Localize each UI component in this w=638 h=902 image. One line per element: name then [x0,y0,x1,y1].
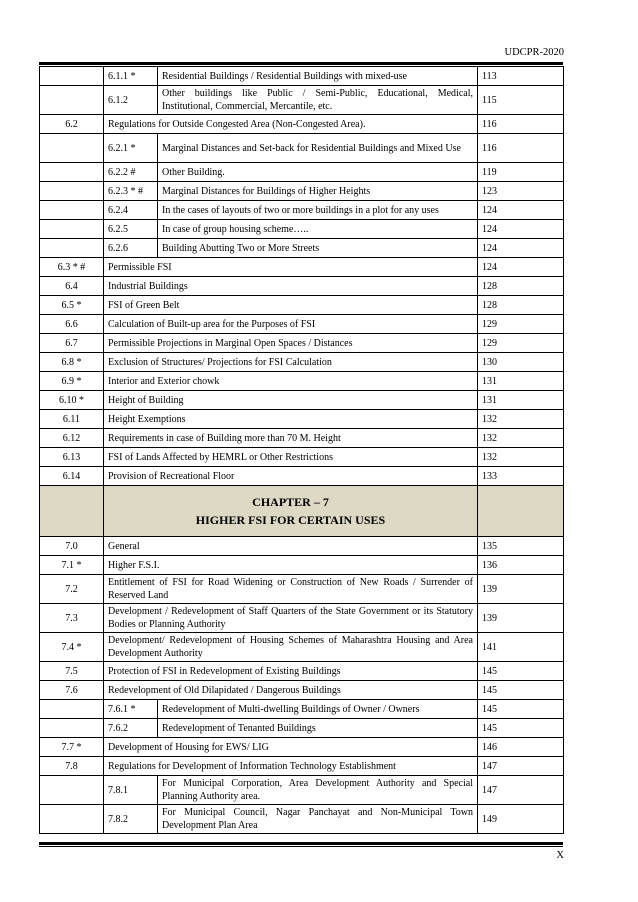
subsection-title: Marginal Distances and Set-back for Residential Buildings and Mixed Use [158,134,478,163]
toc-row [40,315,564,334]
page-ref: 147 [478,757,564,776]
subsection-number: 6.2.5 [104,220,158,239]
section-number: 6.4 [40,277,104,296]
page-number: X [556,850,564,861]
chapter-title-cell [104,486,478,537]
page-ref: 132 [478,448,564,467]
page-ref: 129 [478,315,564,334]
subsection-title: Other Building. [158,163,478,182]
section-title: Calculation of Built-up area for the Purposes of FSI [104,315,478,334]
section-title: General [104,537,478,556]
page-ref: 124 [478,258,564,277]
toc-empty-cell [40,134,104,163]
section-number: 7.5 [40,662,104,681]
table-of-contents [39,66,564,834]
subsection-number: 7.6.1 * [104,700,158,719]
toc-empty-cell [40,86,104,115]
page-ref: 145 [478,719,564,738]
toc-row [40,239,564,258]
subsection-title: For Municipal Corporation, Area Development Authority and Special Planning Authority area. [158,776,478,805]
subsection-title: In case of group housing scheme….. [158,220,478,239]
section-title: Provision of Recreational Floor [104,467,478,486]
page-ref: 141 [478,633,564,662]
section-title: Regulations for Development of Information Technology Establishment [104,757,478,776]
section-number: 7.1 * [40,556,104,575]
toc-empty-cell [40,776,104,805]
page-ref: 145 [478,662,564,681]
page-ref: 139 [478,604,564,633]
subsection-number: 6.2.4 [104,201,158,220]
toc-row [40,575,564,604]
subsection-number: 7.6.2 [104,719,158,738]
subsection-number: 7.8.2 [104,805,158,834]
section-title: Redevelopment of Old Dilapidated / Dangerous Buildings [104,681,478,700]
subsection-number: 6.2.6 [104,239,158,258]
page-ref: 129 [478,334,564,353]
section-title: Requirements in case of Building more than 70 M. Height [104,429,478,448]
toc-row [40,662,564,681]
page-ref: 145 [478,700,564,719]
document-code: UDCPR-2020 [504,47,564,58]
subsection-number: 7.8.1 [104,776,158,805]
page-ref: 147 [478,776,564,805]
section-number: 6.10 * [40,391,104,410]
toc-row [40,681,564,700]
section-number: 6.3 * # [40,258,104,277]
toc-row [40,537,564,556]
toc-empty-cell [40,220,104,239]
chapter-number: CHAPTER – 7 [252,495,329,509]
section-title: Height Exemptions [104,410,478,429]
toc-row [40,719,564,738]
page-ref: 116 [478,115,564,134]
section-title: Permissible Projections in Marginal Open Spaces / Distances [104,334,478,353]
toc-row [40,776,564,805]
toc-row [40,277,564,296]
section-number: 6.5 * [40,296,104,315]
subsection-title: Building Abutting Two or More Streets [158,239,478,258]
section-title: Development/ Redevelopment of Housing Schemes of Maharashtra Housing and Area Development Authority [104,633,478,662]
toc-row [40,134,564,163]
page-ref: 124 [478,220,564,239]
section-title: Development / Redevelopment of Staff Quarters of the State Government or its Statutory Bodies or Planning Authority [104,604,478,633]
section-title: Protection of FSI in Redevelopment of Existing Buildings [104,662,478,681]
toc-row [40,220,564,239]
section-title: Height of Building [104,391,478,410]
page-ref: 131 [478,372,564,391]
section-number: 6.8 * [40,353,104,372]
toc-row [40,86,564,115]
section-title: Permissible FSI [104,258,478,277]
toc-empty-cell [40,163,104,182]
section-title: Exclusion of Structures/ Projections for FSI Calculation [104,353,478,372]
subsection-number: 6.2.3 * # [104,182,158,201]
toc-row [40,805,564,834]
chapter-title: HIGHER FSI FOR CERTAIN USES [195,513,386,527]
page-ref: 132 [478,429,564,448]
section-title: Development of Housing for EWS/ LIG [104,738,478,757]
section-number: 7.4 * [40,633,104,662]
toc-row [40,258,564,277]
footer-rule-thin [39,846,563,847]
page-ref: 116 [478,134,564,163]
subsection-title: For Municipal Council, Nagar Panchayat and Non-Municipal Town Development Plan Area [158,805,478,834]
section-number: 6.7 [40,334,104,353]
toc-row [40,467,564,486]
page-ref: 149 [478,805,564,834]
page-ref: 130 [478,353,564,372]
page-ref: 133 [478,467,564,486]
subsection-number: 6.2.2 # [104,163,158,182]
page-ref: 132 [478,410,564,429]
toc-empty-cell [40,719,104,738]
toc-empty-cell [40,201,104,220]
section-number: 6.2 [40,115,104,134]
section-title: FSI of Green Belt [104,296,478,315]
section-number: 6.13 [40,448,104,467]
toc-row [40,429,564,448]
toc-row [40,353,564,372]
page-ref: 131 [478,391,564,410]
section-number: 6.12 [40,429,104,448]
toc-row [40,556,564,575]
page-ref: 124 [478,201,564,220]
subsection-title: Redevelopment of Tenanted Buildings [158,719,478,738]
subsection-number: 6.1.1 * [104,67,158,86]
section-title: Regulations for Outside Congested Area (Non-Congested Area). [104,115,478,134]
page-ref: 136 [478,556,564,575]
toc-empty-cell [40,67,104,86]
header-rule [39,62,563,65]
toc-row [40,372,564,391]
page-ref: 146 [478,738,564,757]
toc-row [40,410,564,429]
toc-empty-cell [40,486,104,537]
toc-row [40,115,564,134]
chapter-heading-row [40,486,564,537]
section-number: 6.9 * [40,372,104,391]
page-ref: 128 [478,296,564,315]
toc-row [40,604,564,633]
section-number: 7.6 [40,681,104,700]
footer-rule [39,842,563,845]
toc-empty-cell [40,700,104,719]
page-ref: 145 [478,681,564,700]
page-ref: 124 [478,239,564,258]
toc-empty-cell [40,805,104,834]
toc-row [40,391,564,410]
page-ref: 123 [478,182,564,201]
section-title: Higher F.S.I. [104,556,478,575]
toc-row [40,700,564,719]
subsection-title: Marginal Distances for Buildings of Higher Heights [158,182,478,201]
section-title: Entitlement of FSI for Road Widening or Construction of New Roads / Surrender of Reserved Land [104,575,478,604]
section-number: 7.8 [40,757,104,776]
page-ref: 115 [478,86,564,115]
page-ref: 119 [478,163,564,182]
toc-empty-cell [40,182,104,201]
section-number: 7.3 [40,604,104,633]
section-number: 7.0 [40,537,104,556]
subsection-number: 6.1.2 [104,86,158,115]
section-number: 6.14 [40,467,104,486]
section-title: FSI of Lands Affected by HEMRL or Other Restrictions [104,448,478,467]
toc-row [40,757,564,776]
subsection-title: Redevelopment of Multi-dwelling Buildings of Owner / Owners [158,700,478,719]
section-number: 7.2 [40,575,104,604]
toc-empty-cell [40,239,104,258]
toc-row [40,633,564,662]
page-ref: 128 [478,277,564,296]
page-ref: 113 [478,67,564,86]
toc-empty-cell [478,486,564,537]
subsection-title: Residential Buildings / Residential Buildings with mixed-use [158,67,478,86]
toc-row [40,201,564,220]
toc-row [40,738,564,757]
toc-row [40,182,564,201]
section-number: 6.6 [40,315,104,334]
toc-row [40,334,564,353]
section-title: Interior and Exterior chowk [104,372,478,391]
page-ref: 139 [478,575,564,604]
section-number: 7.7 * [40,738,104,757]
subsection-title: Other buildings like Public / Semi-Public, Educational, Medical, Institutional, Commercial, Mercantile, etc. [158,86,478,115]
subsection-number: 6.2.1 * [104,134,158,163]
toc-row [40,448,564,467]
toc-row [40,67,564,86]
section-number: 6.11 [40,410,104,429]
toc-row [40,296,564,315]
subsection-title: In the cases of layouts of two or more buildings in a plot for any uses [158,201,478,220]
section-title: Industrial Buildings [104,277,478,296]
toc-row [40,163,564,182]
page-ref: 135 [478,537,564,556]
